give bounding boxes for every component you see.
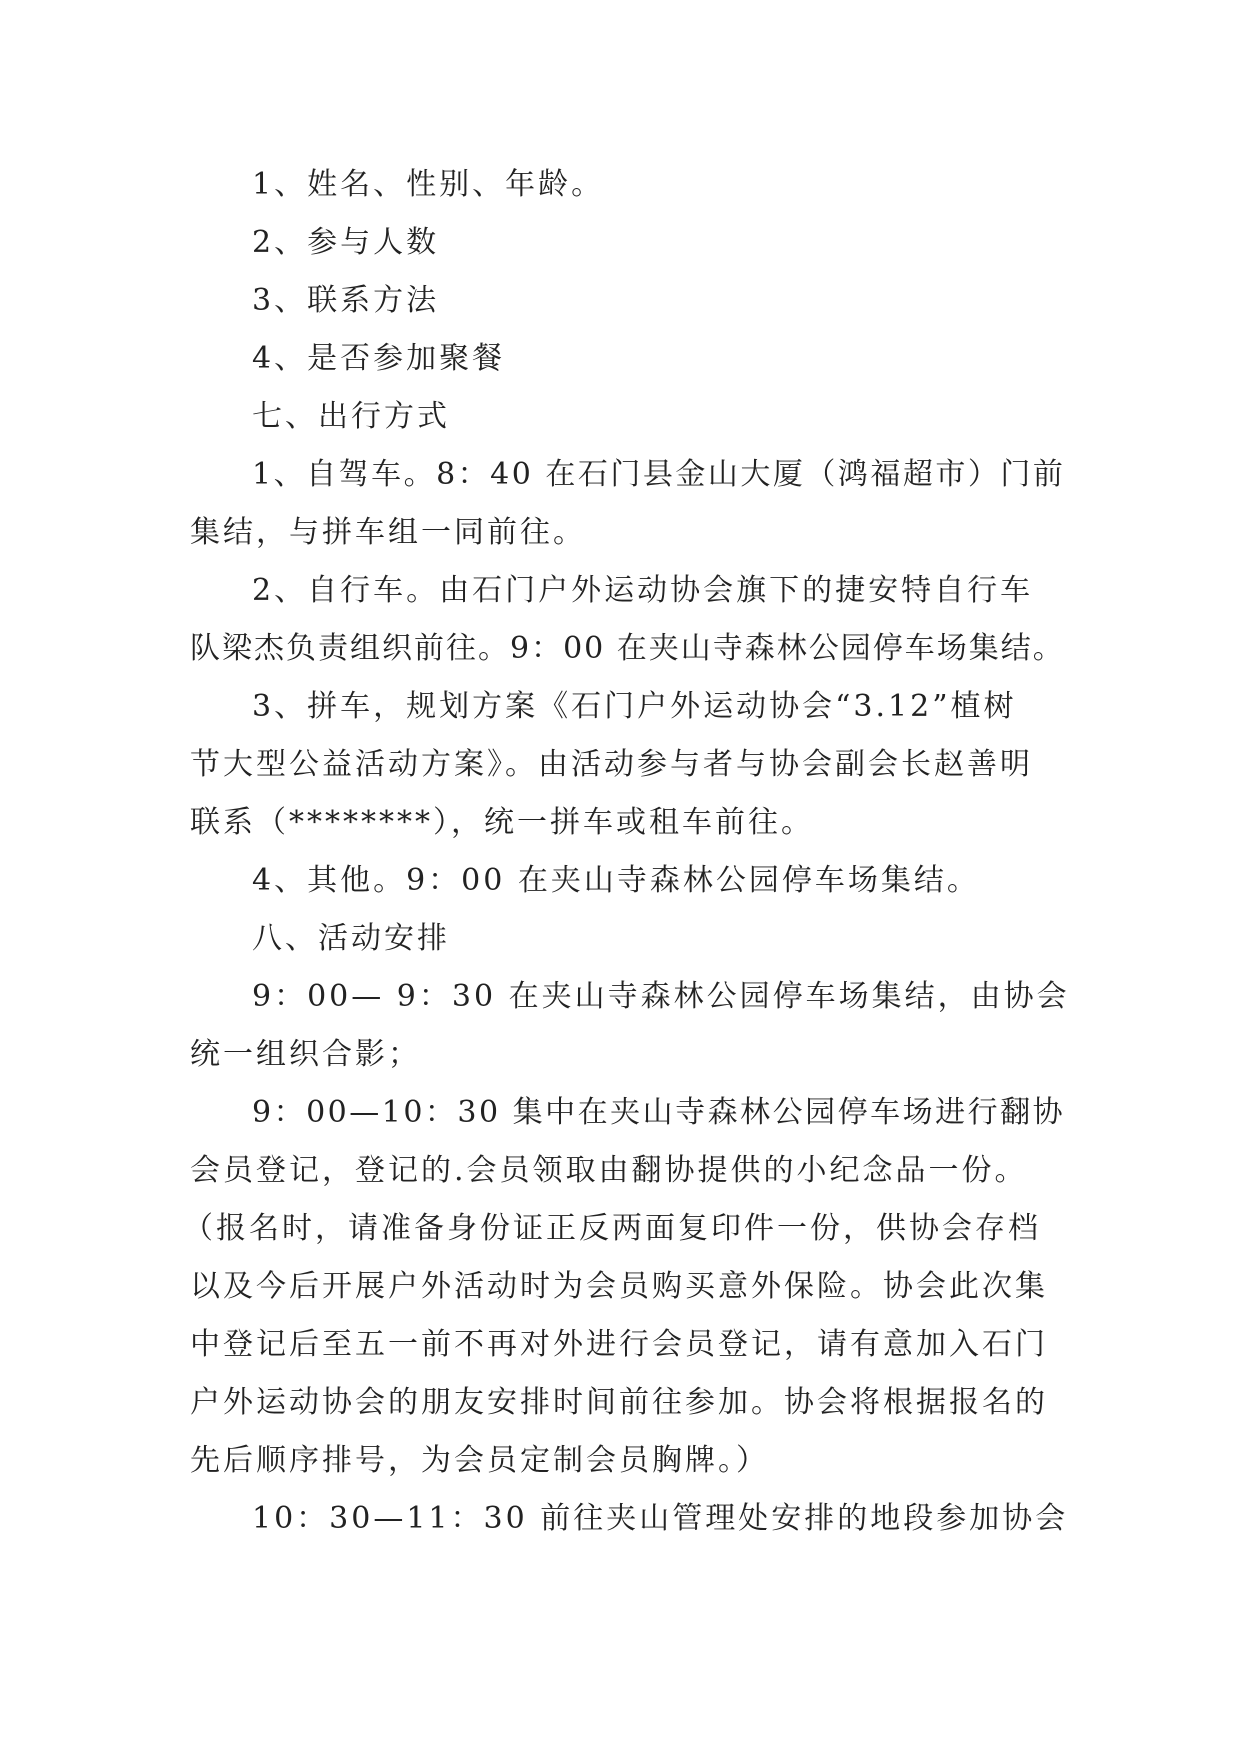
text-line: 4、其他。9：00 在夹山寺森林公园停车场集结。 bbox=[252, 863, 980, 898]
section-heading: 八、活动安排 bbox=[252, 921, 450, 956]
text-line: 3、联系方法 bbox=[252, 283, 440, 318]
text-line: 1、自驾车。8：40 在石门县金山大厦（鸿福超市）门前 bbox=[252, 457, 1066, 492]
text-line: 会员登记，登记的.会员领取由翻协提供的小纪念品一份。 bbox=[190, 1153, 1028, 1188]
text-line: 10：30—11：30 前往夹山管理处安排的地段参加协会 bbox=[252, 1501, 1069, 1536]
text-line: 2、参与人数 bbox=[252, 225, 440, 260]
text-line: 队梁杰负责组织前往。9：00 在夹山寺森林公园停车场集结。 bbox=[190, 631, 1065, 666]
text-line: 节大型公益活动方案》。由活动参与者与协会副会长赵善明 bbox=[190, 747, 1033, 782]
text-line: 户外运动协会的朋友安排时间前往参加。协会将根据报名的 bbox=[190, 1385, 1048, 1420]
text-line: 中登记后至五一前不再对外进行会员登记，请有意加入石门 bbox=[190, 1327, 1048, 1362]
section-heading: 七、出行方式 bbox=[252, 399, 450, 434]
text-line: 1、姓名、性别、年龄。 bbox=[252, 167, 605, 202]
text-line: 联系（********），统一拼车或租车前往。 bbox=[190, 805, 814, 840]
text-line: 9：00—10：30 集中在夹山寺森林公园停车场进行翻协 bbox=[252, 1095, 1066, 1130]
text-line: 3、拼车，规划方案《石门户外运动协会“3.12”植树 bbox=[252, 689, 1017, 724]
text-line: 统一组织合影； bbox=[190, 1037, 421, 1072]
text-line: 9：00— 9：30 在夹山寺森林公园停车场集结，由协会 bbox=[252, 979, 1070, 1014]
text-line: 集结，与拼车组一同前往。 bbox=[190, 515, 586, 550]
text-line: 2、自行车。由石门户外运动协会旗下的捷安特自行车 bbox=[252, 573, 1034, 608]
text-line: 4、是否参加聚餐 bbox=[252, 341, 506, 376]
text-line: 先后顺序排号，为会员定制会员胸牌。） bbox=[190, 1443, 769, 1478]
text-line: 以及今后开展户外活动时为会员购买意外保险。协会此次集 bbox=[190, 1269, 1048, 1304]
text-line: （报名时，请准备身份证正反两面复印件一份，供协会存档 bbox=[183, 1211, 1041, 1246]
